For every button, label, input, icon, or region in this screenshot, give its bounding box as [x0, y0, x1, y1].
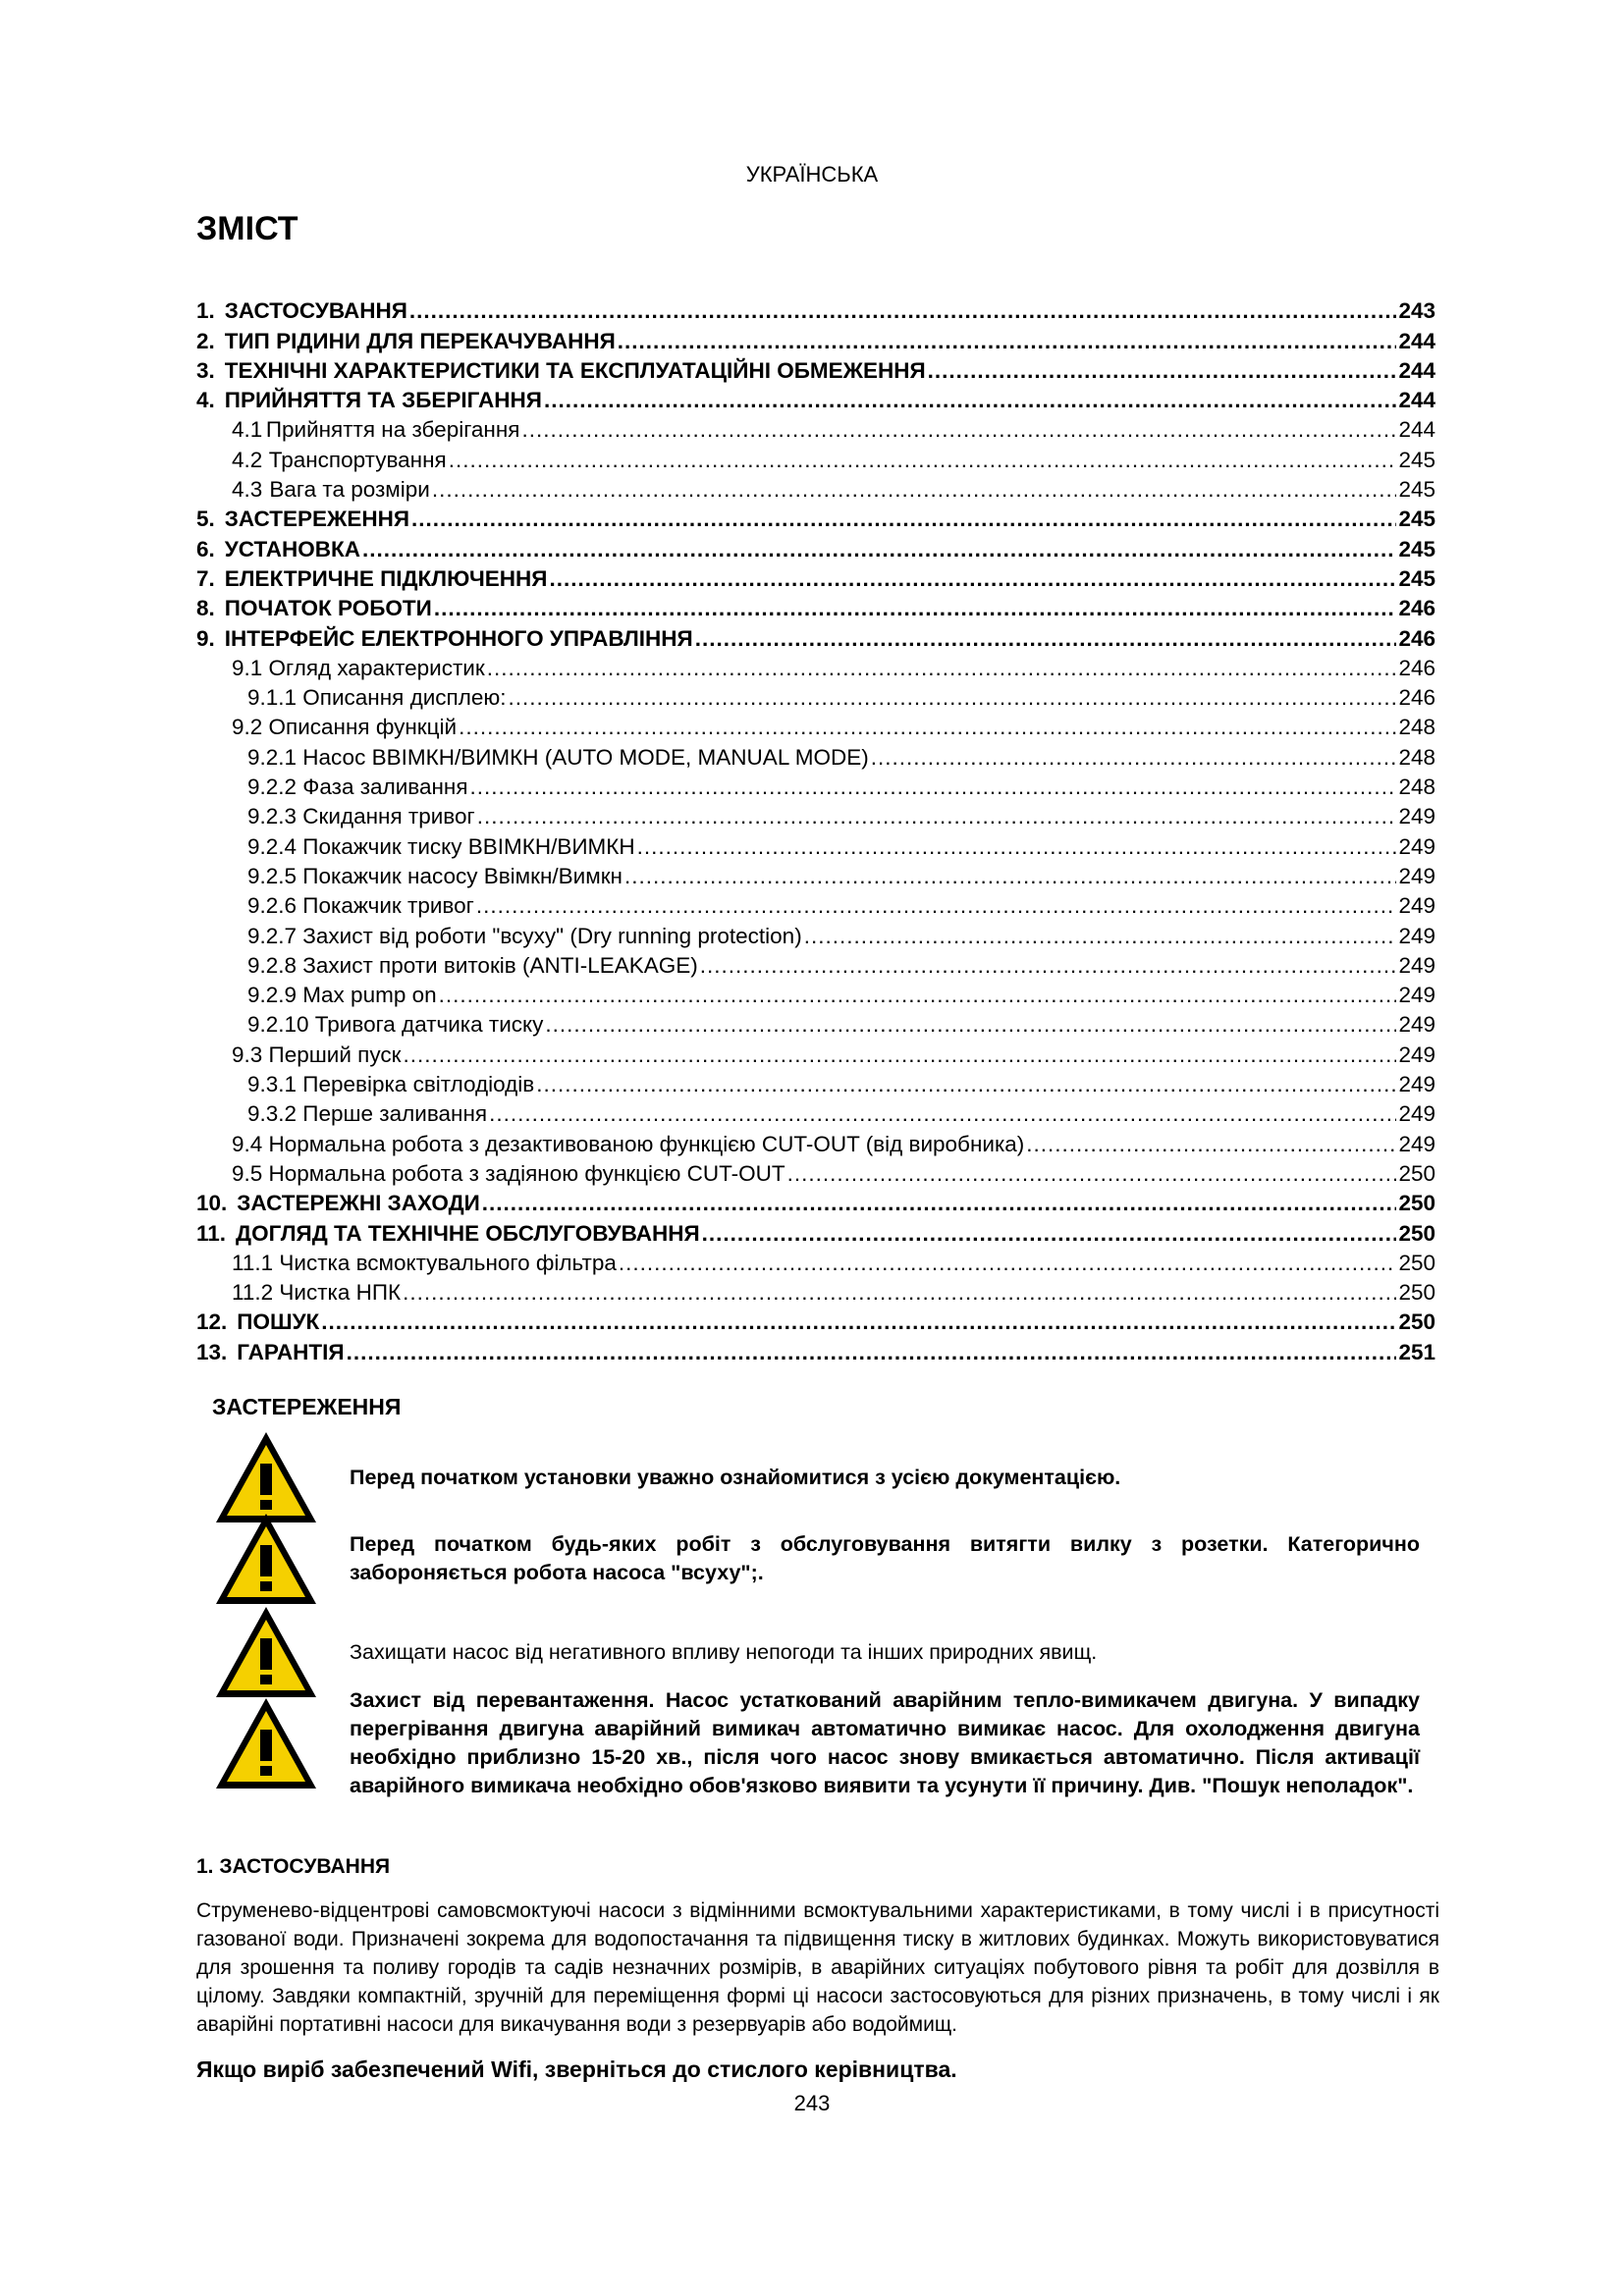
toc-entry[interactable]: [196, 1335, 1435, 1364]
toc-leader-dots: [787, 1161, 1397, 1187]
toc-leader-dots: [536, 1072, 1396, 1097]
toc-leader-dots: [476, 893, 1397, 919]
toc-entry-page: 249: [1398, 833, 1435, 859]
toc-entry-page: 249: [1398, 923, 1435, 948]
toc-entry-page: 244: [1398, 417, 1435, 443]
warning-item: [212, 1686, 1420, 1800]
toc-entry[interactable]: [196, 532, 1435, 561]
toc-leader-dots: [477, 804, 1397, 829]
toc-entry[interactable]: [196, 562, 1435, 592]
toc-entry-page: 245: [1398, 477, 1435, 503]
toc-entry-page: 249: [1398, 863, 1435, 888]
toc-entry-title: ЗАСТЕРЕЖНІ ЗАХОДИ: [237, 1191, 480, 1216]
toc-entry-number: 11.: [196, 1220, 227, 1246]
toc-entry[interactable]: [196, 979, 1435, 1008]
toc-entry-number: 1.: [196, 298, 215, 324]
toc-entry-title: 9.2.5 Покажчик насосу Ввімкн/Вимкн: [247, 863, 623, 888]
toc-entry-page: 245: [1398, 447, 1435, 472]
toc-entry-title: ЗАСТОСУВАННЯ: [224, 298, 407, 324]
toc-entry-page: 250: [1398, 1220, 1435, 1246]
toc-entry-number: 9.: [196, 625, 215, 651]
toc-entry-title: 9.2.2 Фаза заливання: [247, 774, 468, 800]
toc-entry-page: 243: [1398, 298, 1435, 324]
toc-entry-number: 5.: [196, 507, 215, 532]
toc-entry-number: 4.1: [232, 417, 263, 443]
toc-entry-title: ПОЧАТОК РОБОТИ: [224, 596, 432, 621]
toc-entry-number: 4.3: [232, 477, 263, 503]
toc-entry[interactable]: [196, 800, 1435, 829]
warning-triangle-icon: [212, 1510, 320, 1608]
toc-entry-page: 244: [1398, 328, 1435, 353]
toc-leader-dots: [459, 715, 1396, 740]
toc-entry-title: 9.2.9 Max pump on: [247, 983, 437, 1008]
toc-entry-number: 3.: [196, 357, 215, 383]
toc-entry-title: 9.2.1 Насос ВВІМКН/ВИМКН (AUTO MODE, MANUAL MODE): [247, 744, 869, 770]
toc-leader-dots: [804, 924, 1397, 949]
toc-entry-page: 250: [1398, 1160, 1435, 1186]
toc-entry-title: 9.5 Нормальна робота з задіяною функцією CUT-OUT: [232, 1160, 785, 1186]
toc-entry[interactable]: [196, 294, 1435, 324]
section-body: Струменево-відцентрові самовсмоктуючі насоси з відмінними всмоктувальними характеристиками, в тому числі і в присутності газованої води. Призначені зокрема для водопостачання та підвищення тиску в житлових будинках. Можуть використовуватися для зрошення та поливу городів та садів незначних розмірів, в аварійних ситуаціях побутового рівня та робіт для дозвілля в цілому. Завдяки компактній, зручній для переміщення формі ці насоси застосовуються для різних призначень, в тому числі і як аварійні портативні насоси для викачування води з резервуарів або водоймищ.: [196, 1899, 1439, 2036]
toc-entry-page: 249: [1398, 1101, 1435, 1127]
toc-entry-page: 249: [1398, 1012, 1435, 1038]
toc-entry-title: Вага та розміри: [269, 477, 430, 503]
toc-entry-page: 249: [1398, 1041, 1435, 1067]
toc-title: ЗМІСТ: [196, 210, 298, 247]
toc-entry[interactable]: [196, 1068, 1435, 1097]
toc-entry-page: 245: [1398, 565, 1435, 591]
toc-leader-dots: [432, 477, 1397, 503]
toc-entry[interactable]: [196, 621, 1435, 651]
toc-entry[interactable]: [196, 503, 1435, 532]
toc-entry-page: 249: [1398, 952, 1435, 978]
toc-entry[interactable]: [196, 829, 1435, 859]
toc-entry-title: ПОШУК: [237, 1309, 320, 1335]
toc-leader-dots: [434, 596, 1397, 621]
toc-entry-title: 9.3.1 Перевірка світлодіодів: [247, 1072, 535, 1097]
toc-entry[interactable]: [196, 1038, 1435, 1067]
toc-entry-page: 246: [1398, 685, 1435, 711]
toc-entry[interactable]: [196, 1187, 1435, 1216]
toc-leader-dots: [403, 1280, 1396, 1306]
toc-leader-dots: [487, 656, 1397, 681]
toc-entry[interactable]: [196, 771, 1435, 800]
toc-entry[interactable]: [196, 919, 1435, 948]
toc-leader-dots: [470, 774, 1397, 800]
language-label: УКРАЇНСЬКА: [745, 162, 879, 187]
toc-leader-dots: [928, 358, 1397, 384]
toc-entry-page: 244: [1398, 357, 1435, 383]
toc-entry-title: ЕЛЕКТРИЧНЕ ПІДКЛЮЧЕННЯ: [224, 565, 548, 591]
toc-leader-dots: [702, 1221, 1397, 1247]
toc-leader-dots: [449, 448, 1397, 473]
table-of-contents: [196, 294, 1435, 1365]
toc-entry[interactable]: [196, 473, 1435, 503]
toc-entry-page: 249: [1398, 1131, 1435, 1156]
toc-leader-dots: [637, 834, 1397, 860]
toc-entry-title: ТИП РІДИНИ ДЛЯ ПЕРЕКАЧУВАННЯ: [224, 328, 616, 353]
toc-leader-dots: [321, 1309, 1396, 1335]
toc-entry[interactable]: [196, 1306, 1435, 1335]
toc-entry-number: 2.: [196, 328, 215, 353]
toc-entry-page: 249: [1398, 804, 1435, 829]
warning-text: Перед початком будь-яких робіт з обслуговування витягти вилку з розетки. Категорично забороняється робота насоса "всуху";.: [350, 1532, 1420, 1584]
warnings-heading: ЗАСТЕРЕЖЕННЯ: [212, 1394, 402, 1419]
toc-entry-number: 4.: [196, 388, 215, 413]
toc-leader-dots: [439, 983, 1397, 1008]
toc-entry[interactable]: [196, 711, 1435, 740]
toc-entry-title: 9.1 Огляд характеристик: [232, 655, 485, 680]
page-number: 243: [793, 2091, 831, 2115]
toc-entry[interactable]: [196, 1008, 1435, 1038]
toc-entry-number: 4.2: [232, 447, 263, 472]
toc-entry-title: 9.2 Описання функцій: [232, 715, 458, 740]
toc-entry[interactable]: [196, 889, 1435, 919]
toc-leader-dots: [521, 417, 1396, 443]
toc-entry-title: Транспортування: [268, 447, 447, 472]
toc-leader-dots: [624, 864, 1396, 889]
warning-triangle-icon: [212, 1694, 320, 1792]
toc-entry-title: 9.1.1 Описання дисплею:: [247, 685, 507, 711]
wifi-note: Якщо виріб забезпечений Wifi, зверніться до стислого керівництва.: [196, 2056, 957, 2082]
warning-text: Перед початком установки уважно ознайомитися з усією документацією.: [350, 1465, 1121, 1489]
toc-entry[interactable]: [196, 1157, 1435, 1187]
toc-leader-dots: [545, 1012, 1396, 1038]
toc-entry-page: 246: [1398, 655, 1435, 680]
toc-entry-number: 13.: [196, 1339, 228, 1364]
toc-entry-page: 250: [1398, 1191, 1435, 1216]
toc-leader-dots: [489, 1101, 1396, 1127]
toc-leader-dots: [619, 1251, 1397, 1276]
toc-entry-title: 9.3.2 Перше заливання: [247, 1101, 488, 1127]
toc-leader-dots: [509, 685, 1397, 711]
toc-leader-dots: [549, 566, 1396, 592]
toc-entry-page: 246: [1398, 596, 1435, 621]
warning-item: [212, 1510, 1420, 1608]
toc-entry-number: 10.: [196, 1191, 228, 1216]
toc-entry[interactable]: [196, 1247, 1435, 1276]
toc-entry[interactable]: [196, 354, 1435, 384]
toc-entry-title: 9.4 Нормальна робота з дезактивованою функцією CUT-OUT (від виробника): [232, 1131, 1025, 1156]
toc-entry-number: 12.: [196, 1309, 228, 1335]
toc-entry[interactable]: [196, 443, 1435, 472]
toc-entry-title: УСТАНОВКА: [224, 536, 361, 561]
toc-entry[interactable]: [196, 324, 1435, 353]
toc-leader-dots: [409, 298, 1397, 324]
toc-entry[interactable]: [196, 1127, 1435, 1156]
toc-entry-number: 8.: [196, 596, 215, 621]
toc-entry-page: 248: [1398, 774, 1435, 800]
toc-leader-dots: [482, 1191, 1397, 1216]
toc-leader-dots: [695, 626, 1397, 652]
toc-entry-title: 9.2.10 Тривога датчика тиску: [247, 1012, 544, 1038]
toc-entry-title: 9.2.6 Покажчик тривог: [247, 893, 474, 919]
toc-entry-number: 6.: [196, 536, 215, 561]
toc-entry-title: ІНТЕРФЕЙС ЕЛЕКТРОННОГО УПРАВЛІННЯ: [224, 625, 693, 651]
toc-entry[interactable]: [196, 1216, 1435, 1246]
toc-leader-dots: [347, 1340, 1397, 1365]
toc-entry-page: 248: [1398, 715, 1435, 740]
toc-entry[interactable]: [196, 384, 1435, 413]
section-heading: 1. ЗАСТОСУВАННЯ: [196, 1855, 391, 1878]
toc-entry-title: 9.2.3 Скидання тривог: [247, 804, 475, 829]
toc-entry[interactable]: [196, 1097, 1435, 1127]
toc-leader-dots: [544, 388, 1397, 413]
toc-entry-title: 9.2.7 Захист від роботи "всуху" (Dry running protection): [247, 923, 802, 948]
toc-entry[interactable]: [196, 592, 1435, 621]
toc-entry-title: 9.2.4 Покажчик тиску ВВІМКН/ВИМКН: [247, 833, 635, 859]
toc-entry-page: 248: [1398, 744, 1435, 770]
toc-entry-page: 250: [1398, 1280, 1435, 1306]
warning-text: Захищати насос від негативного впливу непогоди та інших природних явищ.: [350, 1639, 1098, 1664]
toc-entry-page: 245: [1398, 507, 1435, 532]
toc-entry-page: 250: [1398, 1309, 1435, 1335]
toc-entry-page: 244: [1398, 388, 1435, 413]
toc-leader-dots: [1026, 1132, 1396, 1157]
toc-entry-page: 246: [1398, 625, 1435, 651]
toc-leader-dots: [618, 329, 1397, 354]
toc-entry[interactable]: [196, 1276, 1435, 1306]
toc-leader-dots: [403, 1042, 1396, 1068]
warning-text: Захист від перевантаження. Насос устаткований аварійним тепло-вимикачем двигуна. У випадку перегрівання двигуна аварійний вимикач автоматично вимикає насос. Для охолодження двигуна необхідно приблизно 15-20 хв., після чого насос знову вмикається автоматично. Після активації аварійного вимикача необхідно обов'язково виявити та усунути її причину. Див. "Пошук неполадок".: [350, 1688, 1420, 1797]
toc-leader-dots: [871, 745, 1397, 771]
toc-entry-title: ТЕХНІЧНІ ХАРАКТЕРИСТИКИ ТА ЕКСПЛУАТАЦІЙНІ ОБМЕЖЕННЯ: [224, 357, 926, 383]
toc-entry[interactable]: [196, 949, 1435, 979]
toc-entry[interactable]: [196, 860, 1435, 889]
toc-entry-title: 11.1 Чистка всмоктувального фільтра: [232, 1250, 617, 1275]
toc-leader-dots: [700, 953, 1397, 979]
toc-entry-page: 249: [1398, 983, 1435, 1008]
toc-entry[interactable]: [196, 652, 1435, 681]
toc-entry-title: Прийняття на зберігання: [265, 417, 520, 443]
toc-entry[interactable]: [196, 681, 1435, 711]
toc-entry-title: ЗАСТЕРЕЖЕННЯ: [224, 507, 410, 532]
toc-entry-page: 245: [1398, 536, 1435, 561]
toc-entry-number: 7.: [196, 565, 215, 591]
toc-entry-title: ПРИЙНЯТТЯ ТА ЗБЕРІГАННЯ: [224, 388, 542, 413]
toc-entry-title: ДОГЛЯД ТА ТЕХНІЧНЕ ОБСЛУГОВУВАННЯ: [236, 1220, 700, 1246]
toc-entry-page: 251: [1398, 1339, 1435, 1364]
toc-entry-page: 249: [1398, 1072, 1435, 1097]
toc-entry[interactable]: [196, 740, 1435, 770]
toc-entry-title: 9.3 Перший пуск: [232, 1041, 402, 1067]
toc-leader-dots: [362, 537, 1396, 562]
toc-entry-title: 11.2 Чистка НПК: [232, 1280, 402, 1306]
toc-entry-title: ГАРАНТІЯ: [237, 1339, 345, 1364]
toc-leader-dots: [411, 507, 1396, 532]
toc-entry-page: 249: [1398, 893, 1435, 919]
toc-entry[interactable]: [196, 413, 1435, 443]
toc-entry-title: 9.2.8 Захист проти витоків (ANTI-LEAKAGE): [247, 952, 698, 978]
toc-entry-page: 250: [1398, 1250, 1435, 1275]
